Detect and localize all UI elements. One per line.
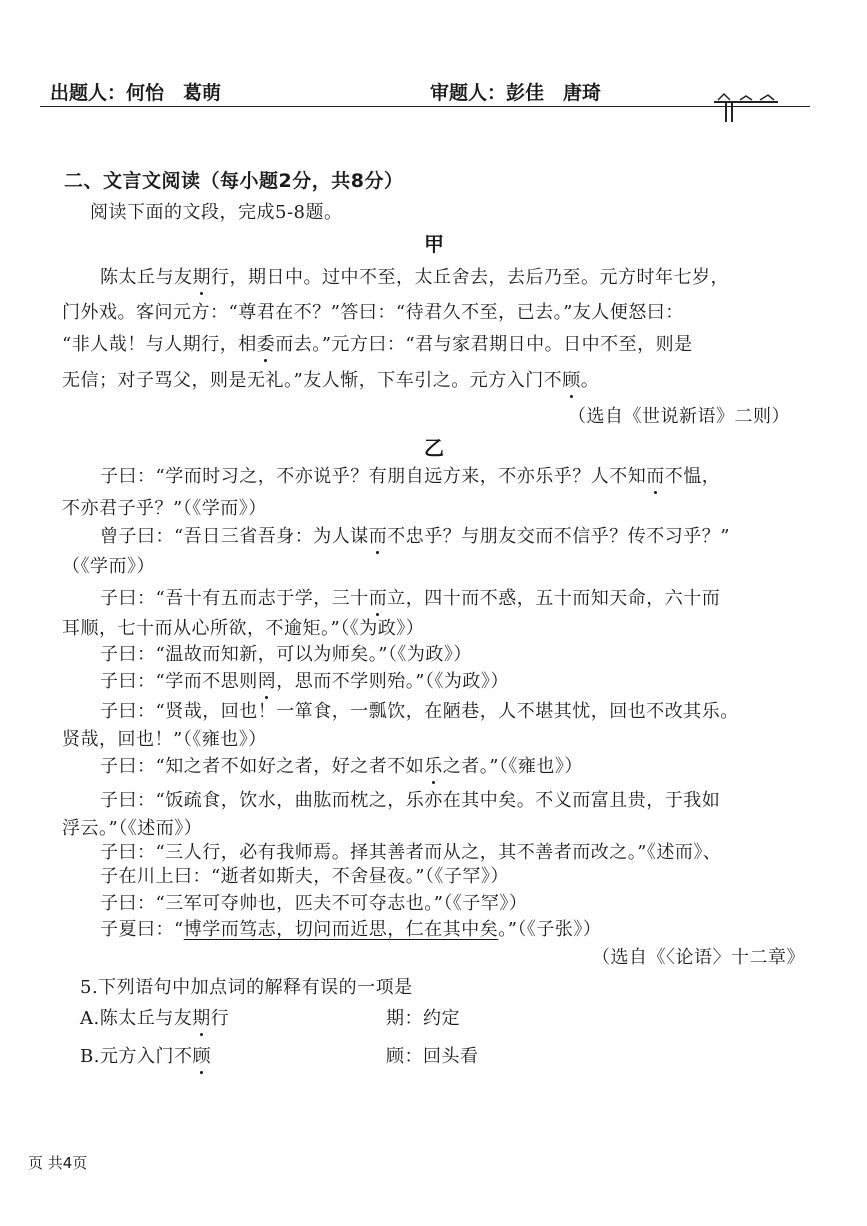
yi-line-4: （《学而》） <box>62 556 155 577</box>
reviewer-credit: 审题人：彭佳 唐琦 <box>430 82 602 104</box>
jia-line-3: “非人哉！与人期行，相委而去。”元方曰：“君与家君期日中。日中不至，则是 <box>62 334 693 355</box>
yi-line-2: 不亦君子乎？”（《学而》） <box>62 498 267 519</box>
yi-line-16: 子曰：“三军可夺帅也，匹夫不可夺志也。”（《子罕》） <box>100 893 528 914</box>
author-credit: 出题人：何怡 葛萌 <box>50 82 222 104</box>
yi-line-8: 子曰：“学而不思则罔，思而不学则殆。”（《为政》） <box>100 671 509 692</box>
underlined-sentence: 博学而笃志，切问而近思，仁在其中矣 <box>183 919 499 940</box>
section-instruction: 阅读下面的文段，完成5-8题。 <box>90 202 343 223</box>
jia-line-2: 门外戏。客问元方：“尊君在不？”答曰：“待君久不至，已去。”友人便怒曰： <box>62 302 684 323</box>
jia-line-4: 无信；对子骂父，则是无礼。”友人惭，下车引之。元方入门不顾。 <box>62 370 600 391</box>
yi-line-5: 子曰：“吾十有五而志于学，三十而立，四十而不惑，五十而知天命，六十而 <box>100 588 721 609</box>
jia-line-1: 陈太丘与友期行，期日中。过中不至，太丘舍去，去后乃至。元方时年七岁， <box>100 267 729 288</box>
option-b-sentence: B.元方入门不顾 <box>80 1046 211 1067</box>
yi-line-6: 耳顺，七十而从心所欲，不逾矩。”（《为政》） <box>62 618 425 639</box>
yi-line-17: 子夏曰：“博学而笃志，切问而近思，仁在其中矣。”（《子张》） <box>100 919 602 940</box>
option-a-explanation: 期：约定 <box>386 1008 460 1029</box>
yi-line-13: 浮云。”（《述而》） <box>62 818 203 839</box>
yi-line-3: 曾子曰：“吾日三省吾身：为人谋而不忠乎？与朋友交而不信乎？传不习乎？” <box>100 526 730 547</box>
yi-line-11: 子曰：“知之者不如好之者，好之者不如乐之者。”（《雍也》） <box>100 756 583 777</box>
header-rule <box>40 106 810 107</box>
yi-line-7: 子曰：“温故而知新，可以为师矣。”（《为政》） <box>100 644 472 665</box>
page-header <box>50 78 810 108</box>
yi-line-15: 子在川上曰：“逝者如斯夫，不舍昼夜。”（《子罕》） <box>100 866 509 887</box>
corner-mark-icon <box>712 90 782 126</box>
option-a-sentence: A.陈太丘与友期行 <box>80 1008 230 1029</box>
passage-jia-label: 甲 <box>424 232 445 256</box>
option-b-explanation: 顾：回头看 <box>386 1046 479 1067</box>
passage-yi-label: 乙 <box>424 436 445 460</box>
yi-line-14: 子曰：“三人行，必有我师焉。择其善者而从之，其不善者而改之。”《述而》、 <box>100 842 722 863</box>
question-5-stem: 5.下列语句中加点词的解释有误的一项是 <box>80 977 413 998</box>
yi-line-9: 子曰：“贤哉，回也！一箪食，一瓢饮，在陋巷，人不堪其忧，回也不改其乐。 <box>100 701 739 722</box>
yi-source: （选自《〈论语〉十二章》 <box>592 947 805 968</box>
page-footer: 页 共4页 <box>28 1154 88 1172</box>
yi-line-10: 贤哉，回也！”（《雍也》） <box>62 729 267 750</box>
jia-source: （选自《世说新语》二则） <box>568 406 790 427</box>
yi-line-12: 子曰：“饭疏食，饮水，曲肱而枕之，乐亦在其中矣。不义而富且贵，于我如 <box>100 790 721 811</box>
yi-line-1: 子曰：“学而时习之，不亦说乎？有朋自远方来，不亦乐乎？人不知而不愠， <box>100 466 721 487</box>
section-title: 二、文言文阅读（每小题2分，共8分） <box>64 170 404 192</box>
